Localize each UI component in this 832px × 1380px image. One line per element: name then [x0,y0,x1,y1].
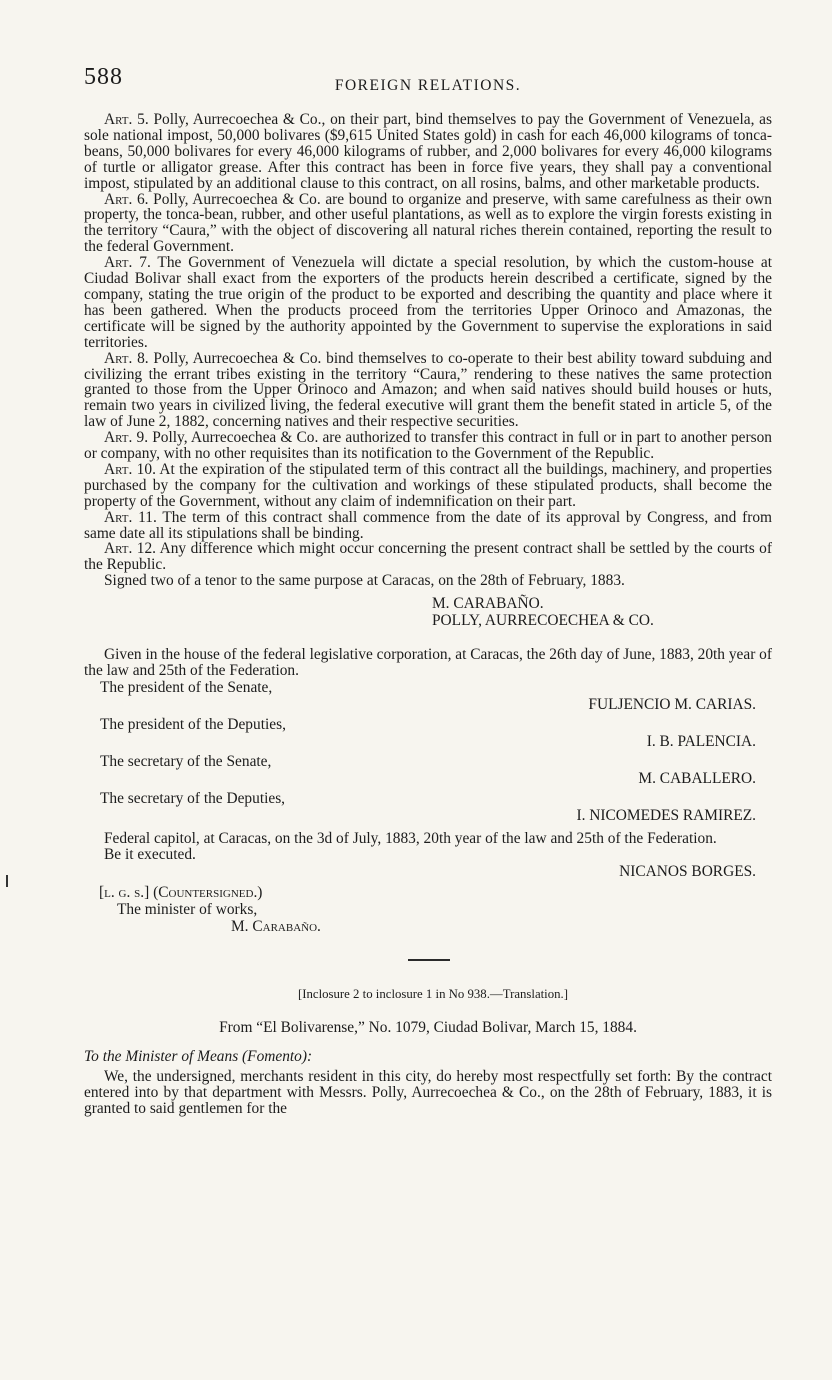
petition-paragraph: We, the undersigned, merchants resident in this city, do hereby most respectfully set forth: By the contract entered into by that department with Messrs. Polly, Aurrecoechea & Co., on the 28th of February, 1883, it is granted to said gentlemen for the [84,1068,772,1118]
signed-paragraph: Signed two of a tenor to the same purpose at Caracas, on the 28th of February, 1883. [104,572,625,590]
article-6: Art. 6. Polly, Aurrecoechea & Co. are bound to organize and preserve, with same carefulness as their own property, the tonca-bean, rubber, and other useful plantations, as well as to explore the virgin forests existing in the territory “Caura,” with the object of discovering all natural riches therein contained, reporting the result to the federal Government. [84,190,772,256]
article-12: Art. 12. Any difference which might occur concerning the present contract shall be settled by the courts of the Republic. [84,540,772,574]
contract-signatures [84,595,772,629]
article-8: Art. 8. Polly, Aurrecoechea & Co. bind themselves to co-operate to their best ability toward subduing and civilizing the errant tribes existing in the territory “Caura,” rendering to these natives the same protection granted to those from the Upper Orinoco and Amazon; and when said natives should build houses or huts, remain two years in civilized living, the federal executive will grant them the benefit stated in article 5, of the law of June 2, 1882, concerning natives and their respective securities. [84,349,772,431]
source-line: From “El Bolivarense,” No. 1079, Ciudad Bolivar, March 15, 1884. [219,1018,637,1036]
article-10: Art. 10. At the expiration of the stipulated term of this contract all the buildings, machinery, and properties purchased by the company for the cultivation and workings of these stipulated products, shall become the property of the Government, without any claim of indemnification on their part. [84,460,772,510]
signature-polly: POLLY, AURRECOECHEA & CO. [432,612,654,630]
officer-senate-secretary: The secretary of the Senate, M. CABALLERO. [100,753,756,787]
page-number: 588 [84,64,123,90]
officer-senate-president: The president of the Senate, FULJENCIO M. CARIAS. [100,679,756,713]
federal-capitol-paragraph: Federal capitol, at Caracas, on the 3d of July, 1883, 20th year of the law and 25th of the Federation. [104,830,717,847]
given-paragraph: Given in the house of the federal legislative corporation, at Caracas, the 26th day of June, 1883, 20th year of the law and 25th of the Federation. [84,646,772,680]
margin-mark [6,875,8,887]
signature-carabano: M. CARABAÑO. [432,595,544,613]
section-divider [408,959,450,961]
page-header [84,64,772,98]
officer-deputies-president: The president of the Deputies, I. B. PALENCIA. [100,716,756,750]
be-it-executed: Be it executed. [104,845,196,863]
inclosure-heading: [Inclosure 2 to inclosure 1 in No 938.—Translation.] [297,986,568,1001]
minister-name: M. Carabaño. [231,917,321,935]
officer-deputies-secretary: The secretary of the Deputies, I. NICOMEDES RAMIREZ. [100,790,756,824]
article-11: Art. 11. The term of this contract shall commence from the date of its approval by Congress, and from same date all its stipulations shall be binding. [84,508,772,542]
article-9: Art. 9. Polly, Aurrecoechea & Co. are authorized to transfer this contract in full or in part to another person or company, with no other requisites than its notification to the Government of the Republic. [84,429,772,463]
seal-line: [l. g. s.] (Countersigned.) [99,883,263,901]
document-body [84,112,772,1117]
article-5: Art. 5. Polly, Aurrecoechea & Co., on their part, bind themselves to pay the Government of Venezuela, as sole national impost, 50,000 bolivares ($9,615 United States gold) in cash for each 46,000 kilograms of tonca-beans, 50,000 bolivares for every 46,000 kilograms of rubber, and 2,000 bolivares for every 46,000 kilograms of turtle or alligator grease. After this contract has been in force five years, they shall pay a conventional impost, stipulated by an additional clause to this contract, on all rosins, balms, and other marketable products. [84,111,773,192]
countersignature-block [84,884,772,935]
addressee-line: To the Minister of Means (Fomento): [84,1047,313,1065]
minister-title: The minister of works, [117,900,258,918]
running-title: FOREIGN RELATIONS. [334,77,522,94]
executor-signature: NICANOS BORGES. [619,862,756,880]
article-7: Art. 7. The Government of Venezuela will dictate a special resolution, by which the custom-house at Ciudad Bolivar shall exact from the exporters of the products herein described a certificate, signed by the company, stating the true origin of the product to be exported and describing the quantity and place where it has been gathered. When the products proceed from the territories Upper Orinoco and Amazonas, the certificate will be signed by the authority appointed by the Government to supervise the explorations in said territories. [84,254,772,351]
